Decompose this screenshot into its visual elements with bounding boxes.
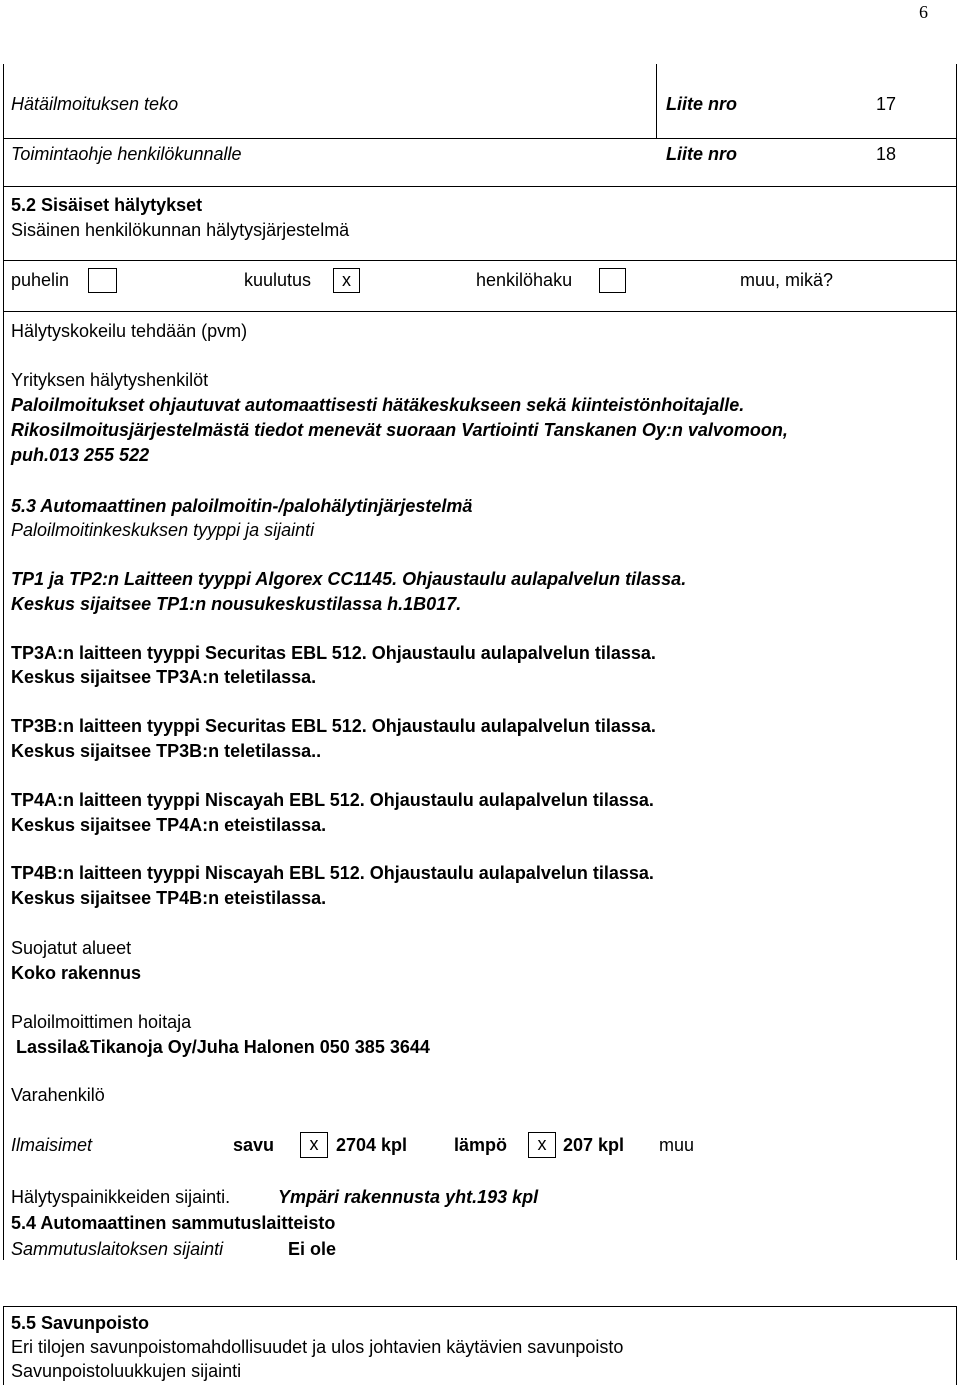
painikkeet-label: Hälytyspainikkeiden sijainti. [11,1187,231,1207]
suojatut-label: Suojatut alueet [11,938,132,958]
savu-count: 2704 kpl [336,1135,408,1155]
painikkeet-value: Ympäri rakennusta yht.193 kpl [278,1187,539,1207]
puhelin-checkbox[interactable] [88,268,117,293]
frame-right-border [956,64,957,1260]
row-divider [3,260,957,261]
section-5-2-subheading: Sisäinen henkilökunnan hälytysjärjestelmä [11,220,350,240]
section-5-5-left-border [3,1306,4,1385]
tp3a-type: TP3A:n laitteen tyyppi Securitas EBL 512. Ohjaustaulu aulapalvelun tilassa. [11,643,656,663]
row-divider [3,138,957,139]
halytyskokeilu-label: Hälytyskokeilu tehdään (pvm) [11,321,248,341]
tp4a-type: TP4A:n laitteen tyyppi Niscayah EBL 512. Ohjaustaulu aulapalvelun tilassa. [11,790,654,810]
tp1-type: TP1 ja TP2:n Laitteen tyyppi Algorex CC1145. Ohjaustaulu aulapalvelun tilassa. [11,569,687,589]
savunpoisto-luukut-label: Savunpoistoluukkujen sijainti [11,1361,242,1381]
tp1-location: Keskus sijaitsee TP1:n nousukeskustilassa h.1B017. [11,594,462,614]
yrityksen-label: Yrityksen hälytyshenkilöt [11,370,209,390]
savu-label: savu [233,1135,275,1155]
yrityksen-text: puh.013 255 522 [11,445,150,465]
frame-left-border [3,64,4,1260]
ilmaisimet-label: Ilmaisimet [11,1135,93,1155]
liite-number: 17 [876,94,897,114]
tp3a-location: Keskus sijaitsee TP3A:n teletilassa. [11,667,317,687]
section-5-5-right-border [956,1306,957,1385]
tp4a-location: Keskus sijaitsee TP4A:n eteistilassa. [11,815,327,835]
kuulutus-checkbox[interactable]: x [333,268,360,293]
page-number: 6 [919,2,928,22]
lampo-count: 207 kpl [563,1135,625,1155]
muu-ilmaisin-label: muu [659,1135,695,1155]
muu-mika-label: muu, mikä? [740,270,834,290]
section-5-3-heading: 5.3 Automaattinen paloilmoitin-/palohälytinjärjestelmä [11,496,473,516]
tp4b-location: Keskus sijaitsee TP4B:n eteistilassa. [11,888,327,908]
hoitaja-value: Lassila&Tikanoja Oy/Juha Halonen 050 385 3644 [16,1037,430,1057]
section-5-3-subheading: Paloilmoitinkeskuksen tyyppi ja sijainti [11,520,315,540]
section-5-5-heading: 5.5 Savunpoisto [11,1313,150,1333]
suojatut-value: Koko rakennus [11,963,142,983]
yrityksen-text: Rikosilmoitusjärjestelmästä tiedot menevät suoraan Vartiointi Tanskanen Oy:n valvomoon, [11,420,788,440]
yrityksen-text: Paloilmoitukset ohjautuvat automaattisesti hätäkeskukseen sekä kiinteistönhoitajalle. [11,395,745,415]
section-5-2-heading: 5.2 Sisäiset hälytykset [11,195,203,215]
toimintaohje-label: Toimintaohje henkilökunnalle [11,144,242,164]
savu-checkbox[interactable]: x [300,1132,328,1158]
liite-label: Liite nro [666,144,737,164]
tp3b-type: TP3B:n laitteen tyyppi Securitas EBL 512. Ohjaustaulu aulapalvelun tilassa. [11,716,656,736]
tp4b-type: TP4B:n laitteen tyyppi Niscayah EBL 512. Ohjaustaulu aulapalvelun tilassa. [11,863,654,883]
hatailmoitus-label: Hätäilmoituksen teko [11,94,179,114]
varahenkilo-label: Varahenkilö [11,1085,105,1105]
liite-column-divider [656,64,657,138]
row-divider [3,311,957,312]
lampo-checkbox[interactable]: x [528,1132,556,1158]
sammutus-sijainti-value: Ei ole [288,1239,337,1259]
row-divider [3,186,957,187]
hoitaja-label: Paloilmoittimen hoitaja [11,1012,192,1032]
tp3b-location: Keskus sijaitsee TP3B:n teletilassa.. [11,741,322,761]
section-5-5-top-border [3,1306,957,1307]
lampo-label: lämpö [454,1135,508,1155]
liite-label: Liite nro [666,94,737,114]
henkilohaku-checkbox[interactable] [599,268,626,293]
henkilohaku-label: henkilöhaku [476,270,573,290]
liite-number: 18 [876,144,897,164]
sammutus-sijainti-label: Sammutuslaitoksen sijainti [11,1239,224,1259]
savunpoisto-text: Eri tilojen savunpoistomahdollisuudet ja ulos johtavien käytävien savunpoisto [11,1337,624,1357]
section-5-4-heading: 5.4 Automaattinen sammutuslaitteisto [11,1213,336,1233]
puhelin-label: puhelin [11,270,70,290]
kuulutus-label: kuulutus [244,270,312,290]
